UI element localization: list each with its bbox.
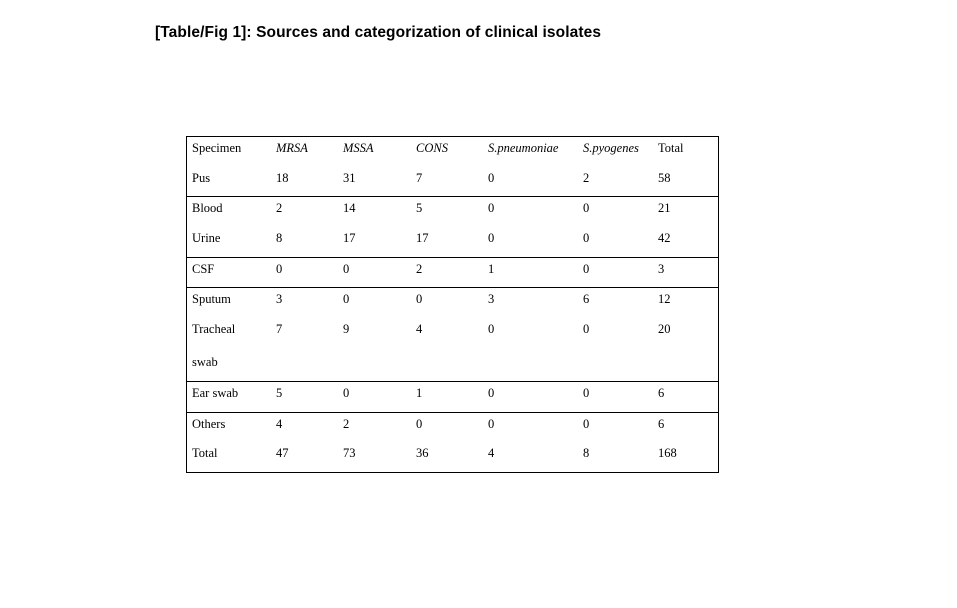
cell-cons: 0 [416,292,423,307]
header-cell-total: Total [658,141,684,155]
cell-mssa: 0 [338,257,411,288]
cell-total: 168 [658,446,677,461]
cell-spyogenes: 0 [578,318,653,382]
table-row [187,167,719,197]
cell-total: 21 [658,201,671,216]
header-cell-mrsa: MRSA [276,141,308,155]
cell-spneumoniae: 4 [488,446,495,461]
cell-specimen: Sputum [192,292,231,307]
cell-spneumoniae: 0 [483,382,578,413]
header-cell-spneumoniae: S.pneumoniae [488,141,559,155]
cell-spyogenes: 0 [583,416,590,431]
cell-mrsa: 2 [276,201,283,216]
cell-spyogenes: 0 [578,382,653,413]
cell-specimen: Ear swab [187,382,272,413]
cell-spyogenes: 0 [578,227,653,257]
table-row [187,382,719,413]
cell-mssa: 14 [343,201,356,216]
cell-spneumoniae: 3 [488,292,495,307]
cell-cons: 0 [416,416,423,431]
cell-specimen: CSF [187,257,272,288]
cell-mrsa: 7 [271,318,338,382]
clinical-isolates-table [186,136,719,473]
cell-total: 12 [658,292,671,307]
table-row [187,197,719,227]
cell-cons: 4 [411,318,483,382]
table-row [187,288,719,318]
cell-spyogenes: 2 [578,167,653,197]
header-cell-specimen: Specimen [192,141,242,155]
cell-mssa: 73 [343,446,356,461]
cell-cons: 5 [416,201,423,216]
cell-mrsa: 5 [271,382,338,413]
cell-spneumoniae: 0 [483,227,578,257]
cell-spyogenes: 6 [583,292,590,307]
cell-spneumoniae: 1 [483,257,578,288]
cell-mssa: 0 [338,382,411,413]
cell-mrsa: 18 [271,167,338,197]
cell-total: 3 [653,257,719,288]
header-cell-spyogenes: S.pyogenes [583,141,639,155]
cell-cons: 36 [416,446,429,461]
cell-specimen-line1: Tracheal [192,321,236,336]
cell-specimen: Blood [192,201,223,216]
cell-specimen-line2: swab [192,355,218,370]
page-title: [Table/Fig 1]: Sources and categorization of clinical isolates [155,24,602,41]
cell-cons: 1 [411,382,483,413]
cell-mrsa: 4 [276,416,283,431]
cell-cons: 17 [411,227,483,257]
cell-specimen: Pus [187,167,272,197]
cell-total: 6 [653,382,719,413]
cell-spyogenes: 0 [578,257,653,288]
table-total-row [187,442,719,472]
cell-mssa: 9 [338,318,411,382]
table-row [187,227,719,257]
cell-mssa: 31 [338,167,411,197]
cell-spneumoniae: 0 [483,167,578,197]
cell-total: 20 [653,318,719,382]
cell-mrsa: 3 [276,292,283,307]
cell-mrsa: 8 [271,227,338,257]
cell-mrsa: 47 [276,446,289,461]
table-header-row [187,137,719,167]
cell-spneumoniae: 0 [488,416,495,431]
table-row [187,412,719,442]
cell-specimen: Others [192,416,226,431]
cell-spyogenes: 8 [583,446,590,461]
cell-total: 58 [653,167,719,197]
cell-total: 6 [658,416,665,431]
table-row [187,257,719,288]
isolates-table-container [186,136,685,473]
table-row [187,318,719,382]
cell-mrsa: 0 [271,257,338,288]
cell-specimen: Urine [187,227,272,257]
cell-total: 42 [653,227,719,257]
cell-spneumoniae: 0 [488,201,495,216]
cell-cons: 2 [411,257,483,288]
header-cell-mssa: MSSA [343,141,374,155]
cell-mssa: 17 [338,227,411,257]
cell-mssa: 2 [343,416,350,431]
cell-specimen [187,318,272,382]
cell-spneumoniae: 0 [483,318,578,382]
cell-specimen: Total [192,446,218,461]
cell-mssa: 0 [343,292,350,307]
cell-cons: 7 [411,167,483,197]
header-cell-cons: CONS [416,141,448,155]
cell-spyogenes: 0 [583,201,590,216]
